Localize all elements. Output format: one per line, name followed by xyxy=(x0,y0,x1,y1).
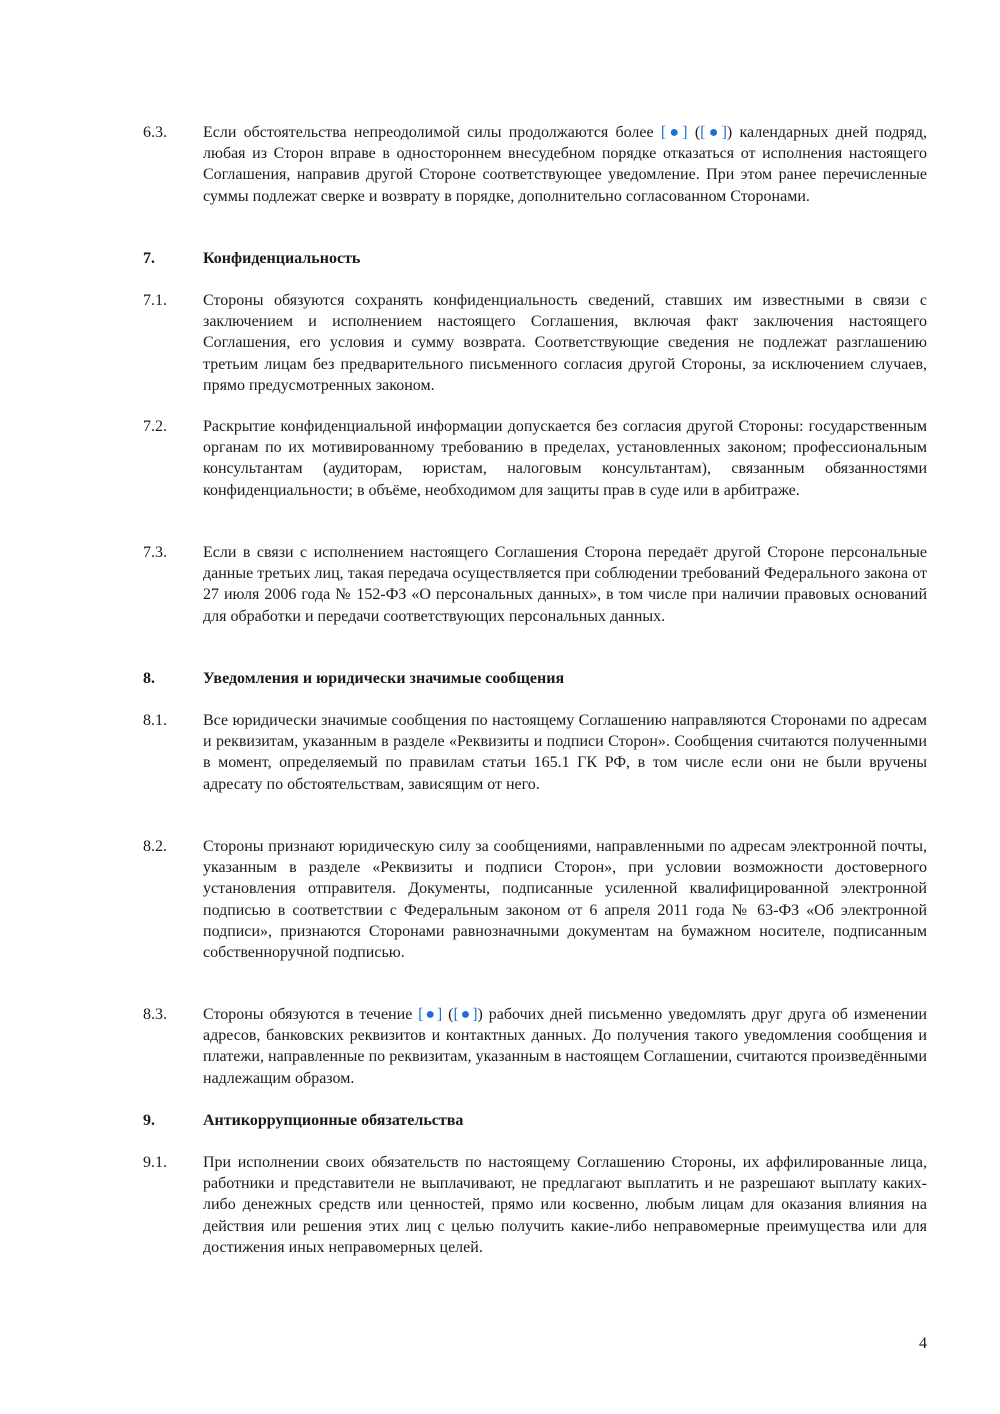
clause-text xyxy=(203,122,927,207)
clause-text: При исполнении своих обязательств по настоящему Соглашению Стороны, их аффилированные лица, работники и представители не выплачивают, не предлагают выплатить и не разрешают выплату каких-либо денежных средств или ценностей, прямо или косвенно, любым лицам для оказания влияния на действия или решения этих лиц с целью получить какие-либо неправомерные преимущества или для достижения иных неправомерных целей. xyxy=(203,1154,927,1256)
clause-number: 8.1. xyxy=(143,712,167,729)
section-number: 7. xyxy=(143,250,155,267)
clause-number: 7.2. xyxy=(143,418,167,435)
clause-text: Если в связи с исполнением настоящего Соглашения Сторона передаёт другой Стороне персональные данные третьих лиц, такая передача осуществляется при соблюдении требований Федерального закона от 27 июля 2006 года № 152-ФЗ «О персональных данных», в том числе при наличии правовых оснований для обработки и передачи соответствующих персональных данных. xyxy=(203,544,927,625)
clause-text-part: Если обстоятельства непреодолимой силы продолжаются более xyxy=(203,124,661,141)
clause-text xyxy=(203,1004,927,1089)
section-title: Уведомления и юридически значимые сообщения xyxy=(203,670,565,687)
clause-text-part: Стороны обязуются в течение xyxy=(203,1006,419,1023)
clause-number: 8.2. xyxy=(143,838,167,855)
clause-number: 9.1. xyxy=(143,1154,167,1171)
clause-text-part: ) календарных дней подряд, любая из Сторон вправе в одностороннем внесудебном порядке отказаться от исполнения настоящего Соглашения, направив другой Стороне соответствующее уведомление. При этом ранее перечисленные суммы подлежат сверке и возврату в порядке, дополнительно согласованном Сторонами. xyxy=(203,124,927,205)
clause-text: Раскрытие конфиденциальной информации допускается без согласия другой Стороны: государственным органам по их мотивированному требованию в пределах, установленных законом; профессиональным консультантам (аудиторам, юристам, налоговым консультантам), связанным обязанностями конфиденциальности; в объёме, необходимом для защиты прав в суде или в арбитраже. xyxy=(203,418,927,499)
blank-placeholder[interactable]: [●] xyxy=(700,124,727,141)
clause-number: 7.1. xyxy=(143,292,167,309)
section-title: Конфиденциальность xyxy=(203,250,361,267)
section-number: 8. xyxy=(143,670,155,687)
section-number: 9. xyxy=(143,1112,155,1129)
blank-placeholder[interactable]: [●] xyxy=(418,1006,443,1023)
blank-placeholder[interactable]: [●] xyxy=(660,124,688,141)
clause-number: 6.3. xyxy=(143,124,167,141)
blank-placeholder[interactable]: [●] xyxy=(453,1006,478,1023)
clause-text: Стороны обязуются сохранять конфиденциальность сведений, ставших им известными в связи с заключением и исполнением настоящего Соглашения, включая факт заключения настоящего Соглашения, его условия и сумму возврата. Соответствующие сведения не подлежат разглашению третьим лицам без предварительного письменного согласия другой Стороны, за исключением случаев, прямо предусмотренных законом. xyxy=(203,292,927,394)
clause-text-part: ) рабочих дней письменно уведомлять друг друга об изменении адресов, банковских реквизитов и контактных данных. До получения такого уведомления сообщения и платежи, направленные по реквизитам, указанным в настоящем Соглашении, считаются произведёнными надлежащим образом. xyxy=(203,1006,927,1087)
clause-text: Стороны признают юридическую силу за сообщениями, направленными по адресам электронной почты, указанным в разделе «Реквизиты и подписи Сторон», при условии возможности достоверного установления отправителя. Документы, подписанные усиленной квалифицированной электронной подписью в соответствии с Федеральным законом от 6 апреля 2011 года № 63-ФЗ «Об электронной подписи», признаются Сторонами равнозначными документам на бумажном носителе, подписанным собственноручной подписью. xyxy=(203,838,927,962)
clause-text: Все юридически значимые сообщения по настоящему Соглашению направляются Сторонами по адресам и реквизитам, указанным в разделе «Реквизиты и подписи Сторон». Сообщения считаются полученными в момент, определяемый по правилам статьи 165.1 ГК РФ, в том числе если они не были вручены адресату по обстоятельствам, зависящим от него. xyxy=(203,712,927,793)
page-number: 4 xyxy=(919,1335,927,1352)
clause-number: 8.3. xyxy=(143,1006,167,1023)
section-title: Антикоррупционные обязательства xyxy=(203,1112,464,1129)
clause-number: 7.3. xyxy=(143,544,167,561)
clause-text-part: ( xyxy=(687,124,701,141)
clause-text-part: ( xyxy=(442,1006,454,1023)
